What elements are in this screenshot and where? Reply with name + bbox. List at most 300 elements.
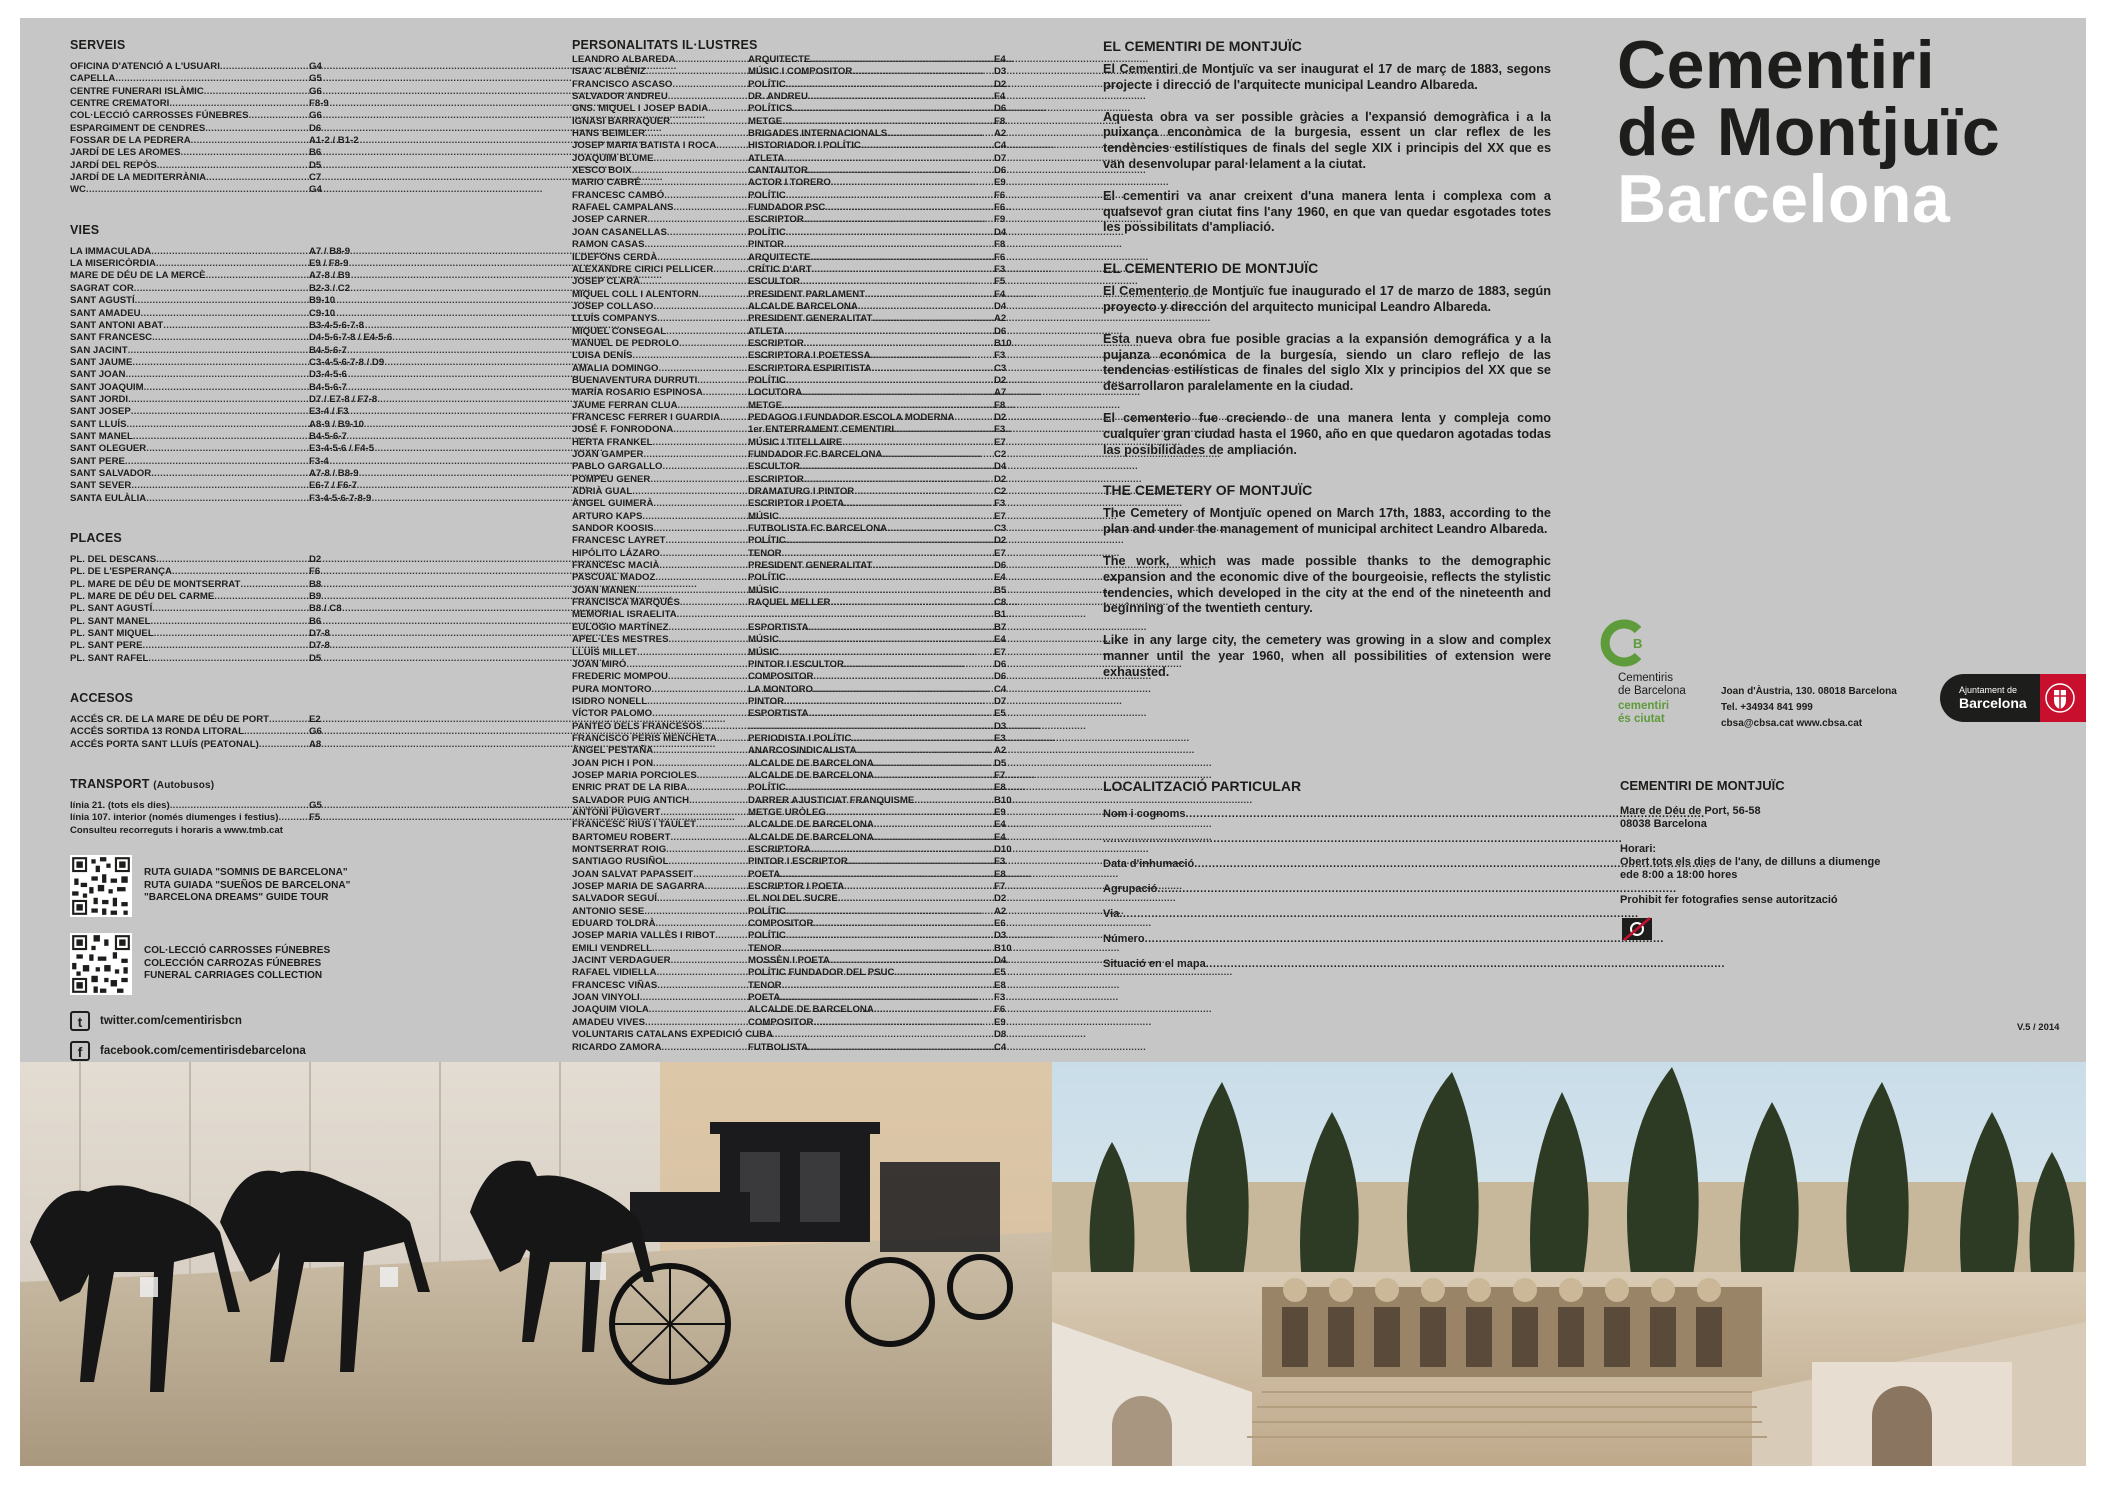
photo-funeral-carriages bbox=[20, 1062, 1052, 1466]
dot-leader bbox=[748, 609, 1086, 621]
personalitat-text: ÀNGEL PESTAÑA bbox=[572, 745, 654, 757]
personalitat-cell bbox=[988, 1042, 1034, 1054]
dot-leader bbox=[779, 511, 1117, 523]
personalitat-text: JOAN SALVAT PAPASSEIT bbox=[572, 868, 694, 880]
twitter-link[interactable] bbox=[70, 1011, 392, 1031]
title-line-2: de Montjuïc bbox=[1617, 94, 2001, 170]
personalitat-cell bbox=[988, 289, 1034, 301]
personalitat-text: DR. ANDREU bbox=[748, 91, 808, 103]
personalitat-text: PINTOR I ESCULTOR bbox=[748, 658, 844, 670]
personalitat-cell bbox=[748, 819, 988, 831]
index-name: ACCÉS PORTA SANT LLUÍS (PEATONAL) bbox=[70, 738, 259, 750]
localitzacio-field[interactable] bbox=[1103, 902, 1551, 927]
personalitat-cell bbox=[572, 992, 748, 1004]
dot-leader bbox=[780, 869, 1118, 881]
personalitat-cell bbox=[988, 486, 1034, 498]
personalitat-cell bbox=[988, 1004, 1034, 1016]
index-ref: B6 bbox=[309, 147, 322, 159]
index-name-cell bbox=[70, 308, 308, 320]
personalitat-cell bbox=[988, 91, 1034, 103]
text-ca-p2: Aquesta obra va ser possible gràcies a l'expansió demogràfica i a la puixança enconòmica de la burgesia, essent un clar reflex de les tendències estilístiques de finals del segle XIX i principis del XX que es van desenvolupar paral·lelament a la ciutat. bbox=[1103, 109, 1551, 171]
personalitat-cell bbox=[748, 609, 988, 621]
index-row bbox=[70, 345, 392, 357]
personalitat-cell bbox=[572, 523, 748, 535]
personalitat-text: E5 bbox=[994, 967, 1006, 979]
index-row bbox=[70, 640, 392, 652]
personalitat-text: ESCRIPTOR bbox=[748, 337, 804, 349]
personalitat-cell bbox=[988, 745, 1034, 757]
personalitat-cell bbox=[572, 893, 748, 905]
personalitat-cell bbox=[748, 153, 988, 165]
funeral-carriages-image bbox=[20, 1062, 1052, 1466]
transport-heading-sub: (Autobusos) bbox=[153, 780, 215, 792]
localitzacio-field-line[interactable] bbox=[1206, 952, 1725, 977]
personalitat-cell bbox=[572, 684, 748, 696]
index-row bbox=[70, 616, 392, 628]
index-ref: B8 bbox=[309, 578, 322, 590]
cbsa-name-2: de Barcelona bbox=[1618, 685, 1686, 697]
personalitat-row bbox=[572, 128, 1042, 140]
text-en-p2: The work, which was made possible thanks to the demographic expansion and the economic dive of the bourgeoisie, reflects the stylistic tendencies, which developed in the city at the end of the nineteenth and beginning of the twentieth century. bbox=[1103, 553, 1551, 616]
personalitat-text: ARTURO KAPS bbox=[572, 510, 643, 522]
personalitat-cell bbox=[988, 350, 1034, 362]
personalitat-text: ILDEFONS CERDÀ bbox=[572, 251, 658, 263]
personalitat-cell bbox=[572, 289, 748, 301]
personalitat-cell bbox=[748, 79, 988, 91]
personalitat-cell bbox=[572, 449, 748, 461]
personalitat-cell bbox=[988, 893, 1034, 905]
personalitat-text: F3 bbox=[994, 263, 1006, 275]
index-name: SAGRAT COR bbox=[70, 282, 134, 294]
personalitat-cell bbox=[988, 585, 1034, 597]
index-row bbox=[70, 382, 392, 394]
index-ref: A7 / B8-9 bbox=[309, 245, 351, 257]
personalitat-row bbox=[572, 930, 1042, 942]
index-name: JARDÍ DEL REPÒS bbox=[70, 159, 157, 171]
personalitat-text: ESPORTISTA bbox=[748, 708, 809, 720]
personalitat-text: FUNDADOR PSC bbox=[748, 202, 826, 214]
vies-section bbox=[70, 223, 392, 505]
serveis-heading: SERVEIS bbox=[70, 38, 126, 52]
localitzacio-field-line[interactable] bbox=[1103, 827, 1622, 852]
personalitat-text: EMILI VENDRELL bbox=[572, 942, 652, 954]
personalitat-text: E4 bbox=[994, 634, 1006, 646]
personalitat-text: 1er ENTERRAMENT CEMENTIRI bbox=[748, 424, 895, 436]
personalitat-text: FRANCISCO ASCASO bbox=[572, 78, 673, 90]
index-name-cell bbox=[70, 283, 308, 295]
index-ref: F6 bbox=[309, 566, 321, 578]
text-en-p1: The Cemetery of Montjuïc opened on March 17th, 1883, according to the plan and under the management of municipal architect Leandro Albareda. bbox=[1103, 506, 1551, 537]
personalitat-text: E9 bbox=[994, 806, 1006, 818]
personalitat-row bbox=[572, 906, 1042, 918]
index-name-cell bbox=[70, 800, 308, 812]
personalitat-row bbox=[572, 313, 1042, 325]
index-name: línia 21. (tots els dies) bbox=[70, 800, 170, 812]
cbsa-contact bbox=[1721, 684, 1897, 732]
index-name-cell bbox=[70, 812, 308, 824]
facebook-link[interactable] bbox=[70, 1041, 392, 1061]
dot-leader bbox=[786, 930, 1124, 942]
personalitat-cell bbox=[748, 807, 988, 819]
personalitat-row bbox=[572, 696, 1042, 708]
index-name: PL. SANT PERE bbox=[70, 640, 143, 652]
personalitat-cell bbox=[988, 54, 1034, 66]
index-ref: D3-4-5-6 bbox=[309, 369, 347, 381]
personalitat-row bbox=[572, 486, 1042, 498]
dot-leader bbox=[786, 782, 1124, 794]
personalitat-cell bbox=[748, 844, 988, 856]
personalitat-text: E9 bbox=[994, 177, 1006, 189]
qr1-line: RUTA GUIADA "SOMNIS DE BARCELONA" bbox=[144, 867, 348, 879]
index-name: ESPARGIMENT DE CENDRES bbox=[70, 122, 206, 134]
twitter-icon[interactable]: t bbox=[70, 1011, 90, 1031]
personalitat-cell bbox=[572, 511, 748, 523]
personalitat-text: PRESIDENT PARLAMENT bbox=[748, 288, 866, 300]
qr-code-icon[interactable] bbox=[70, 855, 132, 917]
personalitat-cell bbox=[572, 1017, 748, 1029]
index-ref: D7-8 bbox=[309, 628, 330, 640]
personalitat-text: AMADEU VIVES bbox=[572, 1016, 646, 1028]
index-name: SANT MANEL bbox=[70, 430, 133, 442]
personalitat-text: SANTIAGO RUSIÑOL bbox=[572, 856, 669, 868]
localitzacio-field[interactable] bbox=[1103, 927, 1551, 952]
personalitat-cell bbox=[572, 634, 748, 646]
personalitat-row bbox=[572, 659, 1042, 671]
personalitat-text: A7 bbox=[994, 387, 1007, 399]
personalitat-text: VÍCTOR PALOMO bbox=[572, 708, 653, 720]
personalitat-cell bbox=[748, 770, 988, 782]
index-row bbox=[70, 135, 392, 147]
personalitat-text: E8 bbox=[994, 868, 1006, 880]
dot-leader bbox=[128, 345, 585, 357]
personalitat-row bbox=[572, 1042, 1042, 1054]
index-row bbox=[70, 332, 392, 344]
personalitat-cell bbox=[748, 560, 988, 572]
cbsa-logo-icon bbox=[1598, 618, 1648, 668]
info-horari-2: ede 8:00 a 18:00 hores bbox=[1620, 869, 1738, 881]
index-row bbox=[70, 800, 392, 812]
personalitat-cell bbox=[748, 548, 988, 560]
cbsa-web[interactable]: cbsa@cbsa.cat www.cbsa.cat bbox=[1721, 718, 1863, 729]
personalitat-cell bbox=[748, 1042, 988, 1054]
personalitat-text: FRANCESC LAYRET bbox=[572, 535, 666, 547]
dot-leader bbox=[810, 252, 1148, 264]
personalitat-cell bbox=[988, 227, 1034, 239]
personalitat-text: ESCRIPTORA bbox=[748, 844, 811, 855]
qr-carriages-text bbox=[144, 945, 330, 983]
personalitat-text: JAUME FERRAN CLUA bbox=[572, 399, 678, 411]
personalitat-row bbox=[572, 708, 1042, 720]
personalitat-text: F6 bbox=[994, 251, 1006, 263]
personalitat-row bbox=[572, 1017, 1042, 1029]
personalitat-text: FRANCESC VIÑAS bbox=[572, 979, 658, 991]
facebook-icon[interactable]: f bbox=[70, 1041, 90, 1061]
index-name: PL. MARE DE DÉU DEL CARME bbox=[70, 591, 215, 603]
index-name: SANT PERE bbox=[70, 455, 125, 467]
personalitat-text: AMALIA DOMINGO bbox=[572, 362, 659, 374]
personalitat-text: RAFAEL CAMPALANS bbox=[572, 202, 674, 214]
personalitat-text: JOSEP CARNER bbox=[572, 214, 648, 226]
personalitat-cell bbox=[572, 708, 748, 720]
transport-note bbox=[70, 825, 392, 837]
personalitat-row bbox=[572, 795, 1042, 807]
personalitat-text: RAQUEL MELLER bbox=[748, 597, 831, 609]
personalitat-row bbox=[572, 424, 1042, 436]
index-row bbox=[70, 184, 392, 196]
cbsa-tel: Tel. +34934 841 999 bbox=[1721, 702, 1813, 713]
dot-leader bbox=[748, 721, 1086, 733]
personalitat-cell bbox=[988, 437, 1034, 449]
twitter-text[interactable]: twitter.com/cementirisbcn bbox=[100, 1015, 242, 1028]
personalitat-cell bbox=[988, 424, 1034, 436]
personalitat-text: PINTOR bbox=[748, 239, 785, 251]
personalitat-cell bbox=[572, 437, 748, 449]
personalitat-text: F8 bbox=[994, 399, 1006, 411]
personalitat-text: BRIGADES INTERNACIONALS bbox=[748, 128, 888, 140]
personalitat-text: TENOR bbox=[748, 942, 782, 954]
personalitat-cell bbox=[988, 523, 1034, 535]
personalitat-text: B1 bbox=[994, 609, 1007, 621]
personalitat-text: ATLETA bbox=[748, 152, 785, 164]
personalitat-cell bbox=[572, 387, 748, 399]
personalitat-text: FUNDADOR FC BARCELONA bbox=[748, 449, 883, 460]
personalitat-text: C4 bbox=[994, 683, 1007, 695]
personalitat-text: D5 bbox=[994, 757, 1007, 769]
dot-leader bbox=[779, 647, 1117, 659]
index-ref: C3-4-5-6-7-8 / D9 bbox=[309, 356, 385, 368]
personalitat-cell bbox=[572, 585, 748, 597]
index-name: JARDÍ DE LA MEDITERRÀNIA bbox=[70, 172, 207, 184]
personalitat-text: F7 bbox=[994, 769, 1006, 781]
dot-leader bbox=[157, 160, 614, 172]
personalitat-text: JOSEP MARIA DE SAGARRA bbox=[572, 881, 705, 893]
dot-leader bbox=[115, 73, 572, 85]
personalitat-cell bbox=[748, 758, 988, 770]
personalitat-row bbox=[572, 684, 1042, 696]
index-ref: F3-4-5-6-7-8-9 bbox=[309, 492, 372, 504]
personalitat-text: E7 bbox=[994, 646, 1006, 658]
personalitat-text: D2 bbox=[994, 411, 1007, 423]
localitzacio-field-line[interactable] bbox=[1119, 902, 1638, 927]
personalitat-text: POLÍTIC bbox=[748, 535, 786, 547]
personalitat-row bbox=[572, 66, 1042, 78]
personalitat-row bbox=[572, 535, 1042, 547]
info-addr-1: Mare de Déu de Port, 56-58 bbox=[1620, 805, 1761, 817]
personalitat-cell bbox=[988, 301, 1034, 313]
index-row bbox=[70, 73, 392, 85]
personalitat-row bbox=[572, 276, 1042, 288]
dot-leader bbox=[874, 758, 1212, 770]
personalitat-row bbox=[572, 819, 1042, 831]
personalitat-cell bbox=[572, 609, 748, 621]
personalitat-cell bbox=[988, 733, 1034, 745]
personalitat-text: E4 bbox=[994, 819, 1006, 831]
personalitat-row bbox=[572, 758, 1042, 770]
personalitat-text: F6 bbox=[994, 1004, 1006, 1016]
index-name-cell bbox=[70, 258, 308, 270]
personalitat-text: JACINT VERDAGUER bbox=[572, 955, 671, 967]
localitzacio-field[interactable] bbox=[1103, 877, 1551, 902]
personalitat-cell bbox=[572, 412, 748, 424]
text-es-p2: Esta nueva obra fue posible gracias a la expansión demográfica y a la pujanza económica de la burgesía, siendo un claro reflejo de las tendencias estilísticas de finales del siglo XIx y principios del XX que se desarrollaron paralelamente en la ciudad. bbox=[1103, 331, 1551, 394]
personalitat-cell bbox=[572, 548, 748, 560]
personalitat-row bbox=[572, 992, 1042, 1004]
index-name: JARDÍ DE LES AROMES bbox=[70, 147, 181, 159]
index-name-cell bbox=[70, 345, 308, 357]
personalitat-cell bbox=[572, 350, 748, 362]
personalitat-row bbox=[572, 622, 1042, 634]
personalitat-text: PEDAGOG I FUNDADOR ESCOLA MODERNA bbox=[748, 411, 955, 423]
transport-list bbox=[70, 800, 392, 825]
personalitat-cell bbox=[572, 881, 748, 893]
dot-leader bbox=[804, 214, 1142, 226]
qr2-line: COLECCIÓN CARROZAS FÚNEBRES bbox=[144, 957, 322, 969]
personalitat-cell bbox=[572, 832, 748, 844]
personalitat-cell bbox=[988, 844, 1034, 856]
personalitat-text: ISAAC ALBÉNIZ bbox=[572, 66, 646, 78]
personalitat-text: MÚSIC bbox=[748, 510, 779, 522]
personalitat-cell bbox=[988, 622, 1034, 634]
personalitat-text: E4 bbox=[994, 831, 1006, 843]
index-ref: F8-9 bbox=[309, 98, 329, 110]
personalitat-text: E3 bbox=[994, 732, 1006, 744]
personalitat-text: POLÍTIC bbox=[748, 782, 786, 794]
qr-carriages[interactable] bbox=[70, 933, 392, 995]
personalitat-text: TENOR bbox=[748, 547, 782, 559]
personalitat-text: MÚSIC I TITELLAIRE bbox=[748, 436, 843, 448]
personalitat-text: POLÍTIC bbox=[748, 930, 786, 942]
localitzacio-field[interactable] bbox=[1103, 802, 1551, 827]
personalitat-row bbox=[572, 202, 1042, 214]
index-name-cell bbox=[70, 295, 308, 307]
index-name: COL·LECCIÓ CARROSSES FÚNEBRES bbox=[70, 110, 249, 122]
dot-leader bbox=[146, 443, 603, 455]
personalitat-cell bbox=[572, 671, 748, 683]
dot-leader bbox=[800, 276, 1138, 288]
dot-leader bbox=[154, 628, 611, 640]
localitzacio-field[interactable] bbox=[1103, 952, 1551, 977]
personalitat-row bbox=[572, 461, 1042, 473]
personalitat-cell bbox=[748, 992, 988, 1004]
personalitat-row bbox=[572, 177, 1042, 189]
index-ref: G6 bbox=[309, 726, 322, 738]
personalitat-row bbox=[572, 449, 1042, 461]
personalitat-row bbox=[572, 671, 1042, 683]
personalitat-cell bbox=[988, 252, 1034, 264]
personalitat-cell bbox=[748, 869, 988, 881]
personalitat-text: C2 bbox=[994, 449, 1007, 460]
personalitat-cell bbox=[748, 1017, 988, 1029]
personalitat-text: F9 bbox=[994, 214, 1006, 226]
personalitat-cell bbox=[748, 721, 988, 733]
personalitat-cell bbox=[748, 214, 988, 226]
index-row bbox=[70, 110, 392, 122]
personalitat-text: E7 bbox=[994, 510, 1006, 522]
qr-code-icon[interactable] bbox=[70, 933, 132, 995]
localitzacio-field[interactable] bbox=[1103, 852, 1551, 877]
dot-leader bbox=[784, 153, 1122, 165]
qr-guided-tour[interactable] bbox=[70, 855, 392, 917]
personalitat-cell bbox=[748, 980, 988, 992]
personalitat-cell bbox=[748, 696, 988, 708]
index-row bbox=[70, 493, 392, 505]
personalitat-text: JOAN MIRÓ bbox=[572, 658, 627, 670]
index-ref: A8 bbox=[309, 738, 322, 750]
barcelona-shield-icon bbox=[2040, 674, 2086, 722]
personalitat-text: SALVADOR PUIG ANTICH bbox=[572, 794, 690, 806]
dot-leader bbox=[813, 1017, 1151, 1029]
personalitat-text: CRÍTIC D'ART bbox=[748, 263, 812, 275]
localitzacio-field-label: Agrupació bbox=[1103, 883, 1158, 895]
localitzacio-field-line[interactable] bbox=[1157, 877, 1676, 902]
personalitat-row bbox=[572, 400, 1042, 412]
dot-leader bbox=[804, 474, 1142, 486]
personalitat-cell bbox=[748, 684, 988, 696]
localitzacio-field[interactable] bbox=[1103, 827, 1551, 852]
personalitat-cell bbox=[748, 338, 988, 350]
personalitat-text: F3 bbox=[994, 350, 1006, 362]
personalitat-text: ISIDRO NONELL bbox=[572, 695, 648, 707]
personalitat-cell bbox=[748, 239, 988, 251]
personalitat-cell bbox=[988, 980, 1034, 992]
personalitat-cell bbox=[748, 930, 988, 942]
personalitat-cell bbox=[748, 881, 988, 893]
index-ref: E6-7 / F6-7 bbox=[309, 480, 357, 492]
personalitat-cell bbox=[748, 202, 988, 214]
personalitat-text: B5 bbox=[994, 584, 1007, 596]
personalitat-text: MOSSÈN I POETA bbox=[748, 955, 830, 967]
index-ref: G4 bbox=[309, 61, 322, 72]
index-name: SANT JOAQUIM bbox=[70, 381, 144, 393]
personalitat-cell bbox=[988, 165, 1034, 177]
personalitat-cell bbox=[988, 190, 1034, 202]
personalitat-text: ESCRIPTORA ESPIRITISTA bbox=[748, 362, 872, 374]
personalitat-text: SANDOR KOOSIS bbox=[572, 523, 654, 535]
personalitat-text: ANTONIO SESE bbox=[572, 905, 645, 917]
personalitat-text: POLÍTIC bbox=[748, 78, 786, 90]
serveis-list bbox=[70, 61, 392, 197]
personalitat-text: D6 bbox=[994, 658, 1007, 670]
facebook-text[interactable]: facebook.com/cementirisdebarcelona bbox=[100, 1045, 306, 1058]
personalitat-text: F3 bbox=[994, 992, 1006, 1004]
personalitat-text: D2 bbox=[994, 535, 1007, 547]
personalitat-text: MARIO CABRÉ bbox=[572, 177, 641, 189]
ajuntament-logo bbox=[1940, 674, 2086, 722]
personalitat-cell bbox=[748, 326, 988, 338]
personalitat-cell bbox=[988, 560, 1034, 572]
personalitat-text: ALCALDE DE BARCELONA bbox=[748, 831, 874, 843]
personalitat-text: JOSÉ F. FONRODONA bbox=[572, 424, 674, 436]
index-row bbox=[70, 443, 392, 455]
info-block bbox=[1620, 778, 2040, 947]
personalitat-text: D7 bbox=[994, 695, 1007, 707]
index-row bbox=[70, 357, 392, 369]
personalitats-heading: PERSONALITATS IL·LUSTRES bbox=[572, 38, 758, 52]
localitzacio-field-line[interactable] bbox=[1145, 927, 1664, 952]
index-name-cell bbox=[70, 98, 308, 110]
transport-note-text: Consulteu recorreguts i horaris a www.tmb.cat bbox=[70, 824, 283, 836]
personalitat-text: B7 bbox=[994, 621, 1007, 633]
dot-leader bbox=[813, 671, 1151, 683]
index-name-cell bbox=[70, 123, 308, 135]
personalitat-cell bbox=[988, 103, 1034, 115]
personalitat-cell bbox=[748, 659, 988, 671]
personalitat-row bbox=[572, 165, 1042, 177]
index-name-cell bbox=[70, 566, 308, 578]
personalitat-text: ALCALDE DE BARCELONA bbox=[748, 1004, 874, 1016]
localitzacio-heading: LOCALITZACIÓ PARTICULAR bbox=[1103, 778, 1302, 794]
dot-leader bbox=[181, 147, 638, 159]
